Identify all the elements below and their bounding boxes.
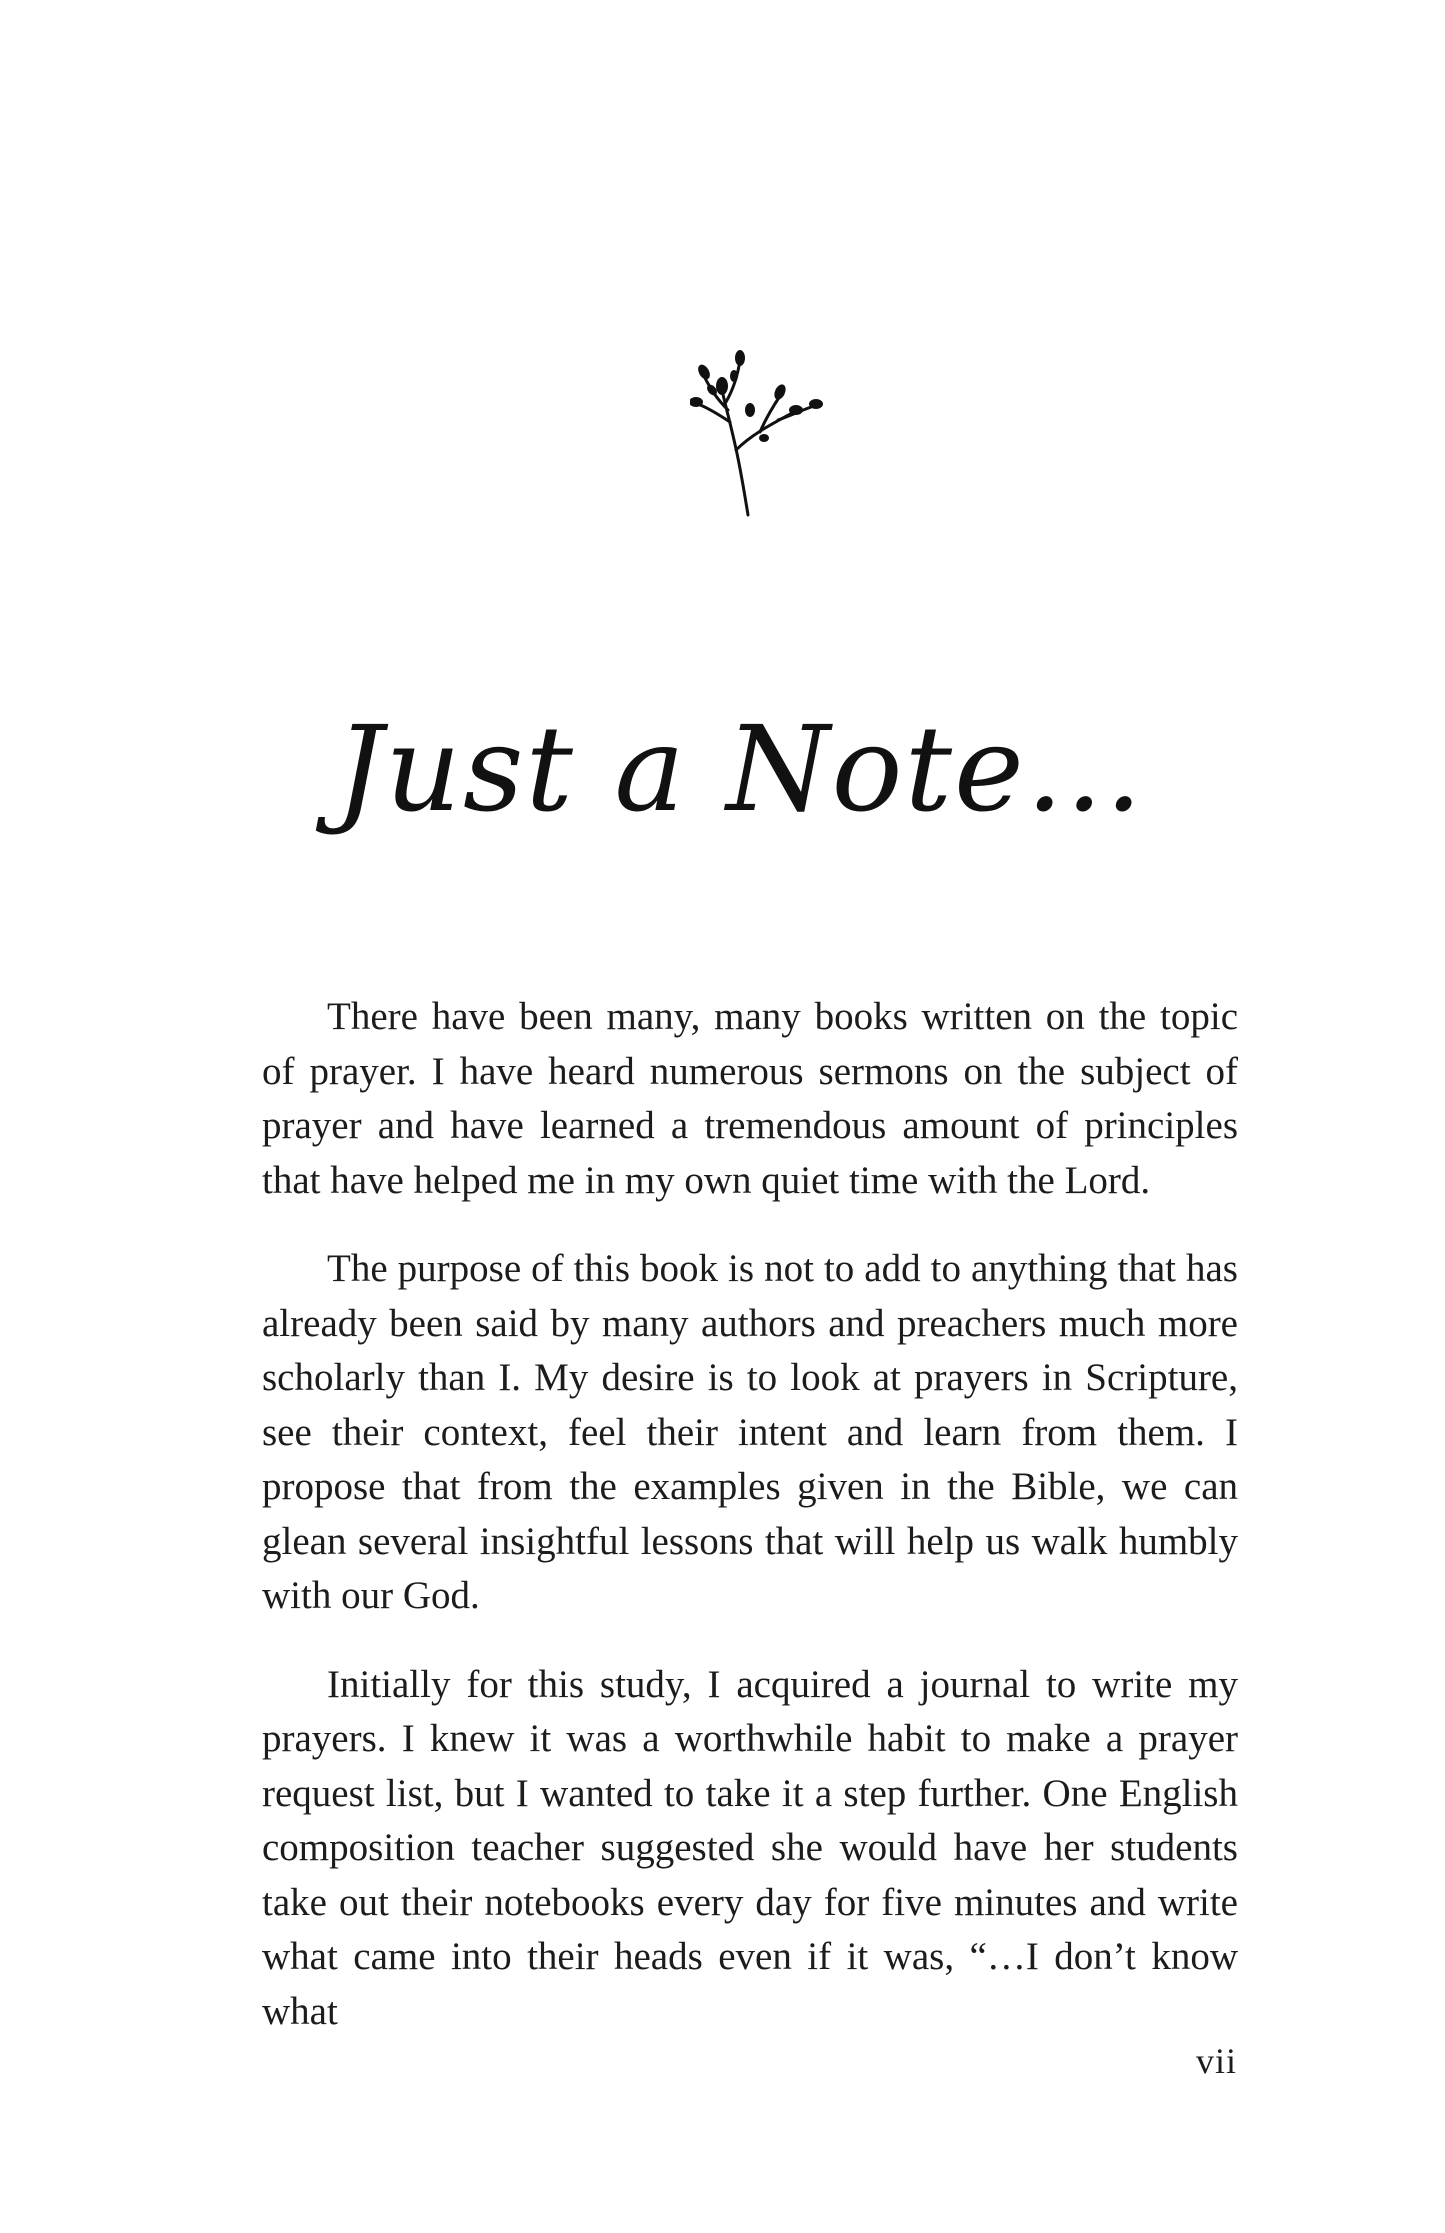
body-text bbox=[262, 990, 1238, 2073]
page-number: vii bbox=[1195, 2041, 1237, 2081]
paragraph: Initially for this study, I acquired a journal to write my prayers. I knew it was a worthwhile habit to make a prayer request list, but I wanted to take it a step further. One English composition teacher suggested she would have her students take out their notebooks every day for five minutes and write what came into their heads even if it was, “…I don’t know what bbox=[262, 1662, 1238, 2033]
paragraph: The purpose of this book is not to add to anything that has already been said by many authors and preachers much more scholarly than I. My desire is to look at prayers in Scripture, see their context, feel their intent and learn from them. I propose that from the examples given in the Bible, we can glean several insightful lessons that will help us walk humbly with our God. bbox=[262, 1247, 1238, 1617]
botanical-sprig-icon bbox=[690, 350, 830, 520]
chapter-title-text: Just a Note... bbox=[335, 700, 1145, 838]
chapter-title bbox=[335, 700, 1145, 860]
paragraph: There have been many, many books written on the topic of prayer. I have heard numerous sermons on the subject of prayer and have learned a tremendous amount of principles that have helped me in my own quiet time with the Lord. bbox=[262, 995, 1238, 1202]
